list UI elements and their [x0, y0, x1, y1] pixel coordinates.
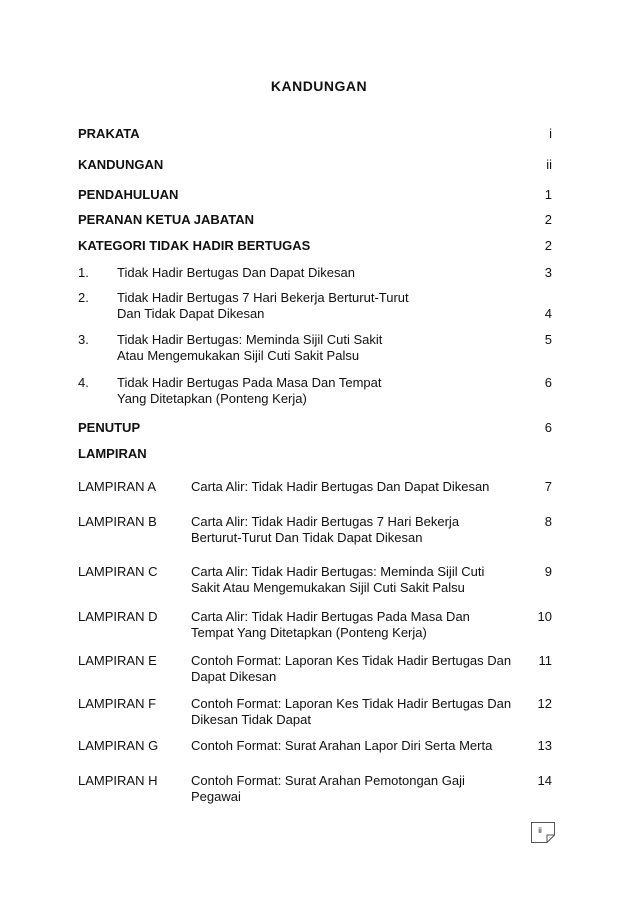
toc-entry-page: 4 — [544, 306, 552, 321]
lampiran-desc-line2: Sakit Atau Mengemukakan Sijil Cuti Sakit Palsu — [191, 580, 465, 595]
toc-numbered-entry-4 — [78, 375, 552, 407]
lampiran-entry-h — [78, 773, 552, 805]
lampiran-entry-f — [78, 696, 552, 728]
toc-number: 3. — [78, 332, 89, 347]
lampiran-desc-line1: Carta Alir: Tidak Hadir Bertugas: Meminda Sijil Cuti — [191, 564, 485, 579]
lampiran-entry-b — [78, 514, 552, 546]
lampiran-code: LAMPIRAN A — [78, 479, 157, 494]
lampiran-desc-line1: Carta Alir: Tidak Hadir Bertugas Pada Masa Dan — [191, 609, 470, 624]
toc-entry-page: i — [549, 126, 552, 141]
lampiran-page: 13 — [537, 738, 552, 753]
footer-page-number: ii — [538, 826, 542, 835]
toc-entry-page: 5 — [544, 332, 552, 347]
lampiran-heading-label: LAMPIRAN — [78, 446, 147, 461]
toc-text-line2: Dan Tidak Dapat Dikesan — [117, 306, 265, 321]
toc-number: 2. — [78, 290, 89, 305]
toc-text-line2: Atau Mengemukakan Sijil Cuti Sakit Palsu — [117, 348, 360, 363]
toc-entry-label: PENUTUP — [78, 420, 141, 435]
toc-entry-label: KANDUNGAN — [78, 157, 164, 172]
footer-page-marker — [531, 822, 555, 843]
lampiran-desc-line2: Dapat Dikesan — [191, 669, 277, 684]
toc-number: 1. — [78, 265, 89, 280]
lampiran-desc-line2: Berturut-Turut Dan Tidak Dapat Dikesan — [191, 530, 423, 545]
toc-entry-page: 2 — [544, 238, 552, 253]
toc-text-line1: Tidak Hadir Bertugas 7 Hari Bekerja Berturut-Turut — [117, 290, 409, 305]
lampiran-page: 8 — [544, 514, 552, 529]
lampiran-desc-line1: Contoh Format: Laporan Kes Tidak Hadir Bertugas Dan — [191, 696, 512, 711]
toc-text-line1: Tidak Hadir Bertugas Pada Masa Dan Tempat — [117, 375, 382, 390]
lampiran-page: 11 — [538, 653, 552, 668]
lampiran-code: LAMPIRAN B — [78, 514, 157, 529]
lampiran-code: LAMPIRAN H — [78, 773, 158, 788]
lampiran-page: 14 — [537, 773, 552, 788]
lampiran-page: 9 — [544, 564, 552, 579]
lampiran-entry-d — [78, 609, 552, 641]
lampiran-entry-a — [78, 479, 552, 495]
lampiran-code: LAMPIRAN F — [78, 696, 157, 711]
toc-entry-page: 3 — [544, 265, 552, 280]
lampiran-code: LAMPIRAN D — [78, 609, 158, 624]
lampiran-code: LAMPIRAN C — [78, 564, 158, 579]
toc-text-line1: Tidak Hadir Bertugas: Meminda Sijil Cuti Sakit — [117, 332, 383, 347]
toc-text-line2: Yang Ditetapkan (Ponteng Kerja) — [117, 391, 307, 406]
toc-numbered-entry-2 — [78, 290, 552, 322]
lampiran-code: LAMPIRAN G — [78, 738, 159, 753]
toc-entry-page: ii — [546, 157, 552, 172]
lampiran-desc-line1: Contoh Format: Surat Arahan Lapor Diri Serta Merta — [191, 738, 493, 753]
lampiran-entry-g — [78, 738, 552, 754]
lampiran-page: 12 — [537, 696, 552, 711]
toc-text-line1: Tidak Hadir Bertugas Dan Dapat Dikesan — [117, 265, 355, 280]
lampiran-entry-c — [78, 564, 552, 596]
lampiran-desc-line1: Carta Alir: Tidak Hadir Bertugas Dan Dapat Dikesan — [191, 479, 490, 494]
lampiran-desc-line2: Tempat Yang Ditetapkan (Ponteng Kerja) — [191, 625, 427, 640]
lampiran-desc-line1: Contoh Format: Laporan Kes Tidak Hadir Bertugas Dan — [191, 653, 512, 668]
lampiran-desc-line2: Pegawai — [191, 789, 241, 804]
toc-numbered-entry-3 — [78, 332, 552, 364]
lampiran-desc-line1: Carta Alir: Tidak Hadir Bertugas 7 Hari Bekerja — [191, 514, 460, 529]
page-title: KANDUNGAN — [270, 78, 368, 94]
toc-entry-label: PENDAHULUAN — [78, 187, 179, 202]
toc-entry-page: 1 — [544, 187, 552, 202]
toc-number: 4. — [78, 375, 89, 390]
lampiran-entry-e — [78, 653, 552, 685]
lampiran-desc-line2: Dikesan Tidak Dapat — [191, 712, 311, 727]
lampiran-page: 7 — [544, 479, 552, 494]
lampiran-page: 10 — [537, 609, 552, 624]
toc-entry-page: 6 — [544, 375, 552, 390]
toc-entry-page: 6 — [544, 420, 552, 435]
toc-entry-label: PRAKATA — [78, 126, 140, 141]
toc-entry-page: 2 — [544, 212, 552, 227]
toc-entry-label: KATEGORI TIDAK HADIR BERTUGAS — [78, 238, 311, 253]
toc-entry-label: PERANAN KETUA JABATAN — [78, 212, 254, 227]
lampiran-desc-line1: Contoh Format: Surat Arahan Pemotongan Gaji — [191, 773, 465, 788]
lampiran-code: LAMPIRAN E — [78, 653, 157, 668]
